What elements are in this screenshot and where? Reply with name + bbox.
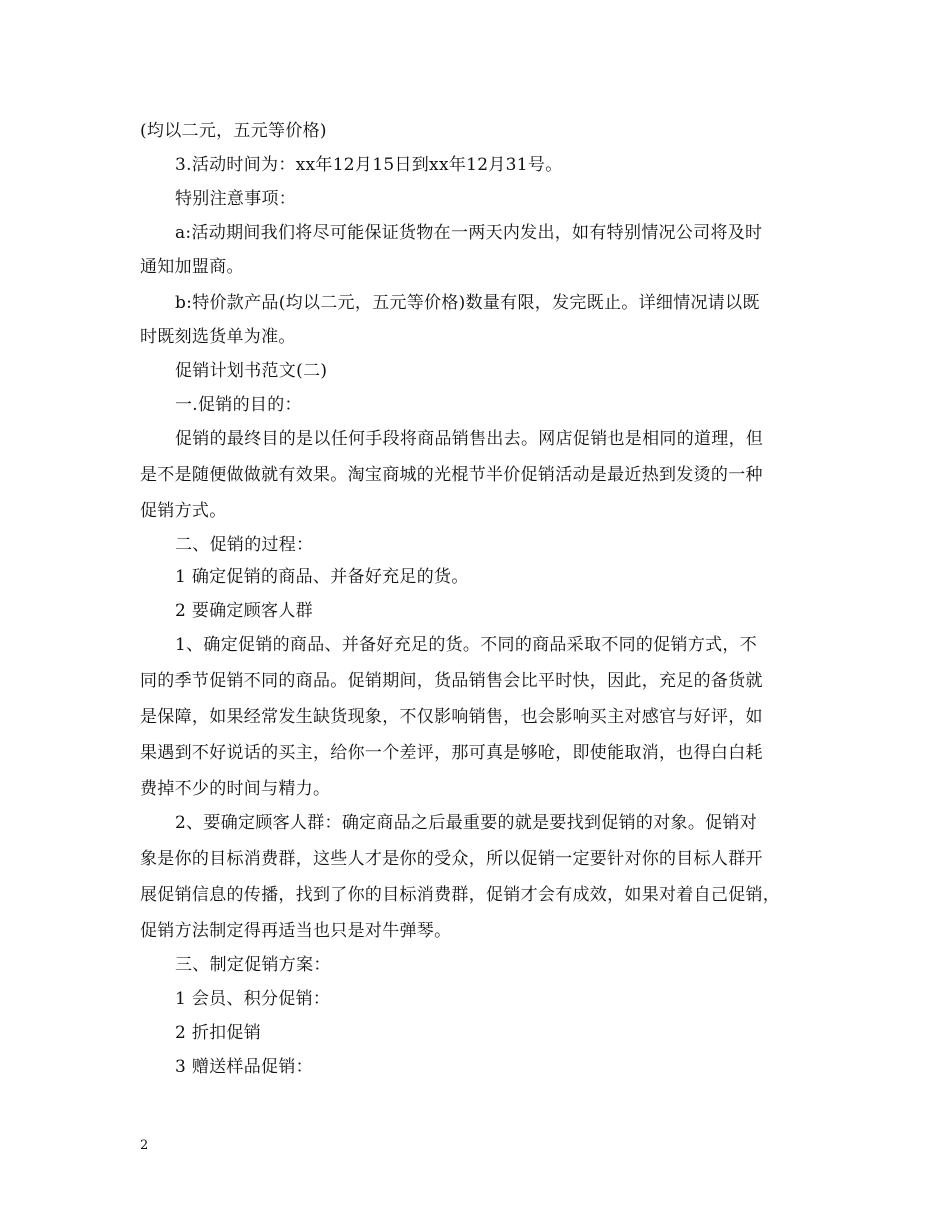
text-line-12: 促销方式。: [140, 501, 227, 521]
text-line-28: 3 赠送样品促销：: [175, 1057, 313, 1077]
text-line-18: 是保障，如果经常发生缺货现象，不仅影响销售，也会影响买主对感官与好评，如: [140, 707, 763, 727]
text-line-21: 2、要确定顾客人群：确定商品之后最重要的就是要找到促销的对象。促销对: [175, 813, 758, 833]
text-line-8: 促销计划书范文(二): [175, 361, 328, 381]
text-line-2: 3.活动时间为：xx年12月15日到xx年12月31号。: [175, 155, 563, 175]
text-line-15: 2 要确定顾客人群: [175, 601, 313, 621]
text-line-24: 促销方法制定得再适当也只是对牛弹琴。: [140, 921, 452, 941]
text-line-16: 1、确定促销的商品、并备好充足的货。不同的商品采取不同的促销方式，不: [175, 635, 758, 655]
text-line-17: 同的季节促销不同的商品。促销期间，货品销售会比平时快，因此，充足的备货就: [140, 671, 763, 691]
text-line-11: 是不是随便做做就有效果。淘宝商城的光棍节半价促销活动是最近热到发烫的一种: [140, 465, 763, 485]
text-line-22: 象是你的目标消费群，这些人才是你的受众，所以促销一定要针对你的目标人群开: [140, 849, 763, 869]
text-line-26: 1 会员、积分促销：: [175, 989, 331, 1009]
text-line-9: 一.促销的目的：: [175, 395, 302, 415]
text-line-5: 通知加盟商。: [140, 257, 244, 277]
text-line-3: 特别注意事项：: [175, 189, 297, 209]
text-line-13: 二、促销的过程：: [175, 535, 314, 555]
text-line-7: 时既刻选货单为准。: [140, 327, 296, 347]
text-line-19: 果遇到不好说话的买主，给你一个差评，那可真是够呛，即使能取消，也得白白耗: [140, 743, 763, 763]
text-line-10: 促销的最终目的是以任何手段将商品销售出去。网店促销也是相同的道理，但: [175, 429, 764, 449]
text-line-14: 1 确定促销的商品、并备好充足的货。: [175, 567, 469, 587]
text-line-25: 三、制定促销方案：: [175, 955, 331, 975]
text-line-6: b:特价款产品(均以二元，五元等价格)数量有限，发完既止。详细情况请以既: [175, 293, 760, 313]
text-line-20: 费掉不少的时间与精力。: [140, 779, 331, 799]
text-line-27: 2 折扣促销: [175, 1023, 262, 1043]
page-number: 2: [140, 1138, 149, 1153]
text-line-1: (均以二元，五元等价格): [140, 121, 327, 141]
text-line-4: a:活动期间我们将尽可能保证货物在一两天内发出，如有特别情况公司将及时: [175, 223, 763, 243]
text-line-23: 展促销信息的传播，找到了你的目标消费群，促销才会有成效，如果对着自己促销，: [140, 885, 781, 905]
